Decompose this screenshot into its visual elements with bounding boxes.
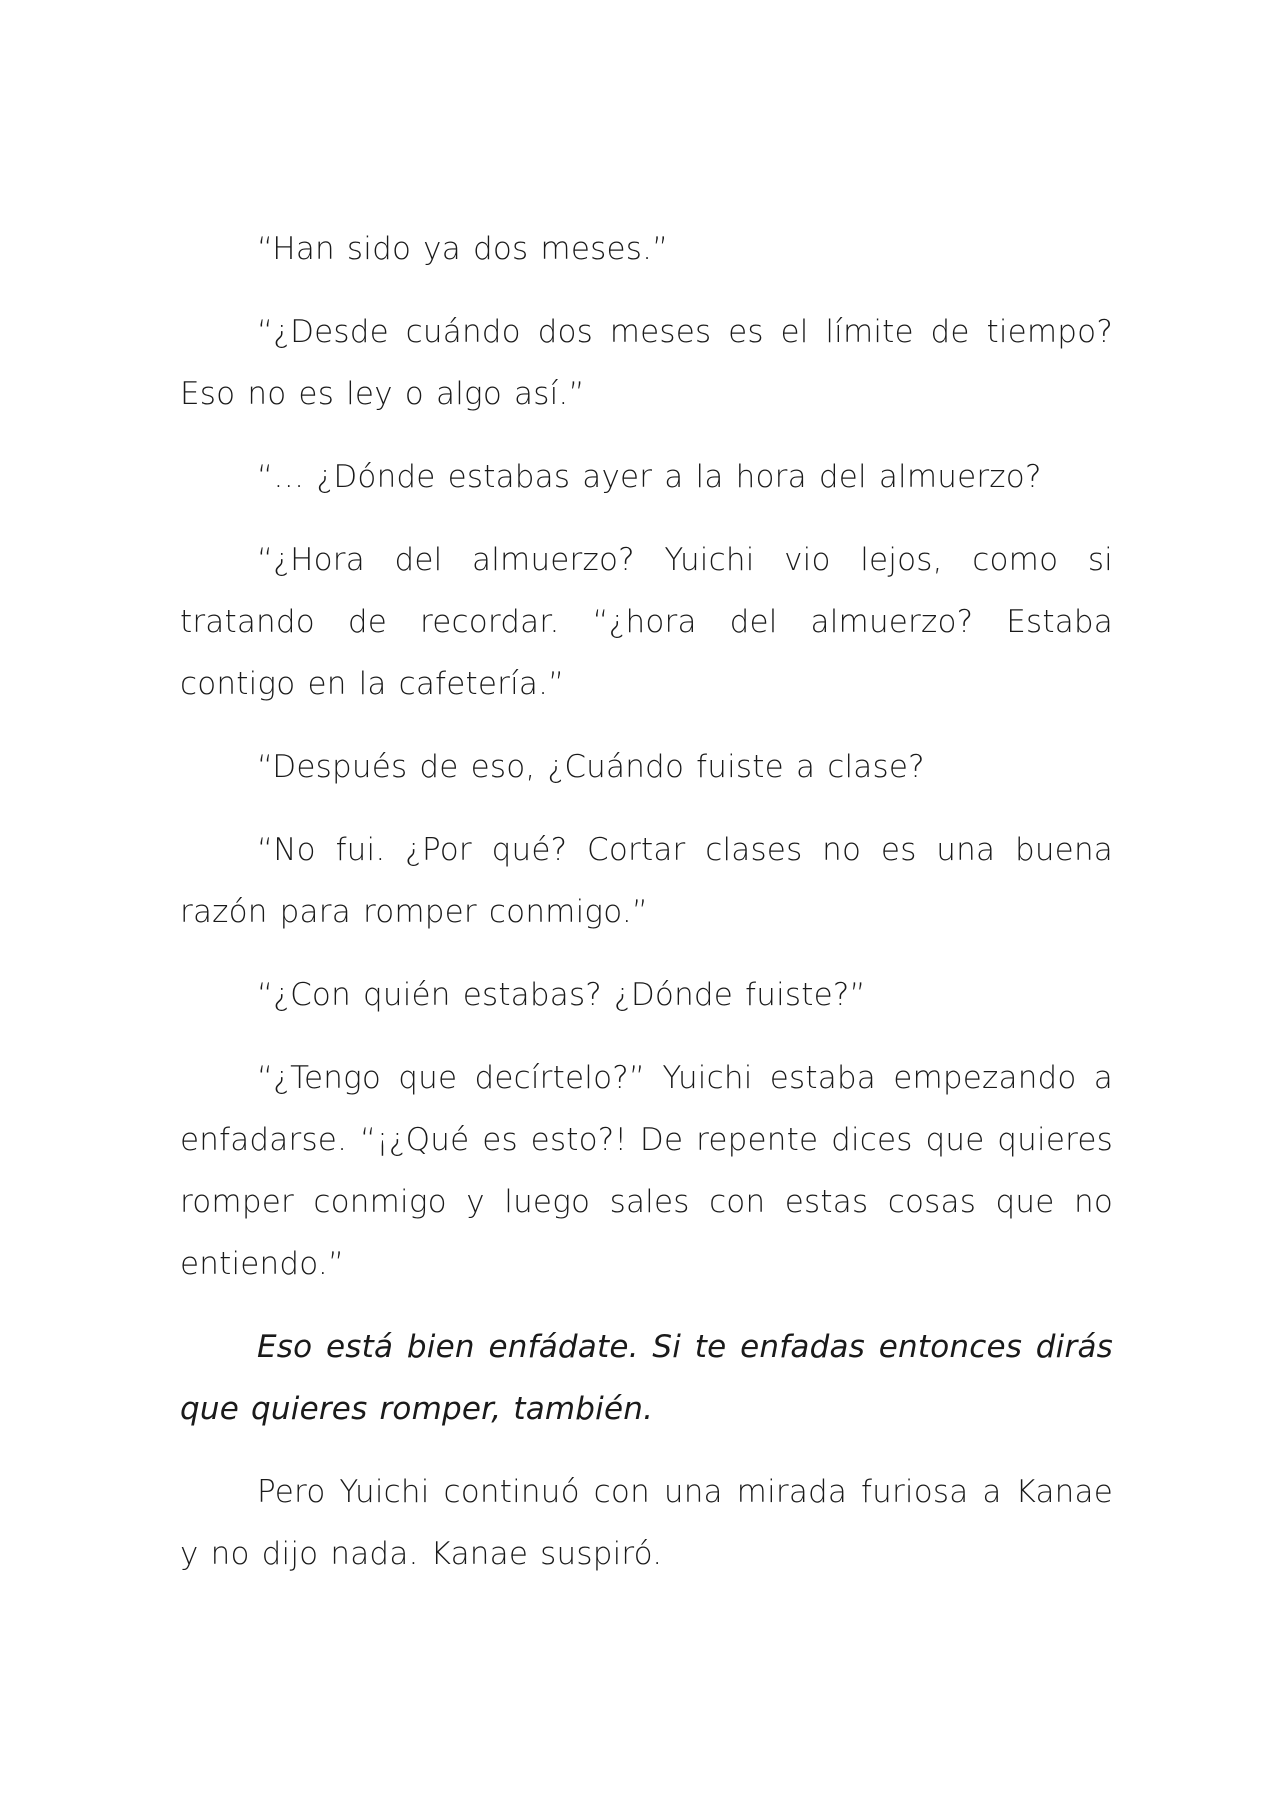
body-text	[180, 218, 1113, 1606]
paragraph-7: “¿Con quién estabas? ¿Dónde fuiste?”	[257, 977, 866, 1013]
paragraph-5: “Después de eso, ¿Cuándo fuiste a clase?	[257, 749, 925, 785]
paragraph-2: “¿Desde cuándo dos meses es el límite de tiempo? Eso no es ley o algo así.”	[180, 314, 1113, 412]
paragraph-10: Pero Yuichi continuó con una mirada furiosa a Kanae y no dijo nada. Kanae suspiró.	[180, 1474, 1113, 1572]
paragraph-3: “… ¿Dónde estabas ayer a la hora del almuerzo?	[257, 459, 1042, 495]
paragraph-9-italic-thought: Eso está bien enfádate. Si te enfadas entonces dirás que quieres romper, también.	[180, 1329, 1113, 1427]
paragraph-1: “Han sido ya dos meses.”	[257, 231, 669, 267]
paragraph-8: “¿Tengo que decírtelo?” Yuichi estaba empezando a enfadarse. “¡¿Qué es esto?! De repente dices que quieres romper conmigo y luego sales con estas cosas que no entiendo.”	[180, 1060, 1113, 1282]
paragraph-4: “¿Hora del almuerzo? Yuichi vio lejos, como si tratando de recordar. “¿hora del almuerzo? Estaba contigo en la cafetería.”	[180, 542, 1113, 702]
paragraph-6: “No fui. ¿Por qué? Cortar clases no es una buena razón para romper conmigo.”	[180, 832, 1113, 930]
